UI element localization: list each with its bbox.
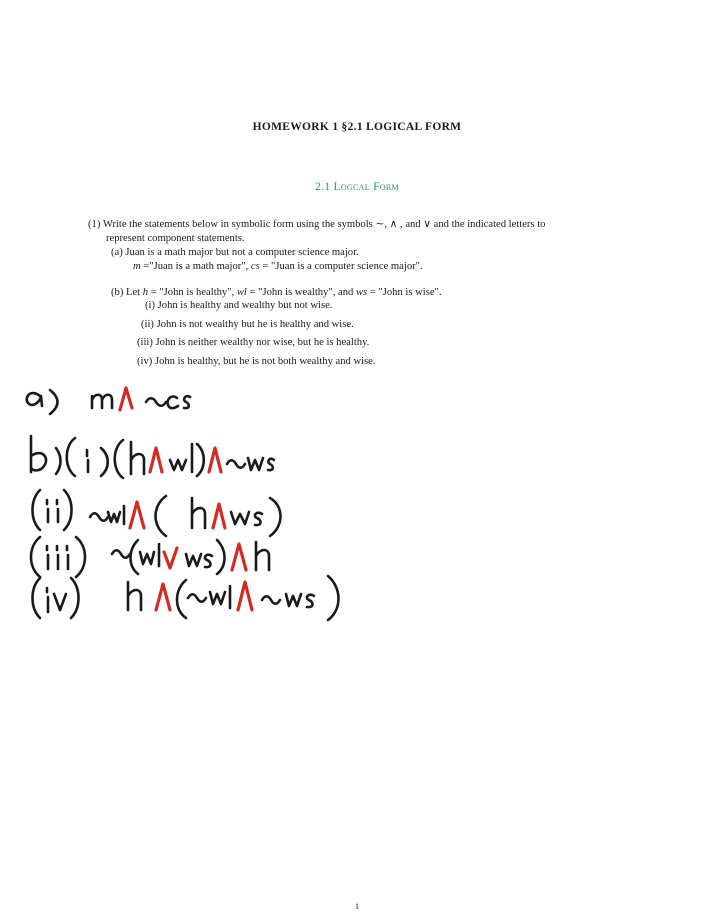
- part-b-item-i: (i) John is healthy and wealthy but not wise.: [145, 300, 333, 311]
- part-b-item-ii: (ii) John is not wealthy but he is healthy and wise.: [141, 319, 354, 330]
- handwritten-answers: [0, 372, 714, 622]
- part-b-lead: (b) Let: [111, 287, 143, 298]
- part-b-item-iii: (iii) John is neither wealthy nor wise, but he is healthy.: [137, 337, 370, 348]
- problem-intro-line1: [88, 218, 545, 232]
- var-wl-definition: = "John is wealthy", and: [246, 287, 356, 298]
- var-m-definition: ="Juan is a math major",: [140, 261, 251, 272]
- handwritten-answer-b-i: [31, 436, 274, 478]
- var-ws: ws: [355, 287, 368, 298]
- part-a-statement: (a) Juan is a math major but not a computer science major.: [111, 247, 359, 258]
- handwritten-answer-a: [27, 388, 190, 414]
- page-number: 1: [355, 902, 359, 911]
- var-h: h: [142, 287, 149, 298]
- handwritten-answer-b-iv: [33, 576, 339, 620]
- var-wl: wl: [236, 287, 247, 298]
- page-title: HOMEWORK 1 §2.1 LOGICAL FORM: [252, 121, 462, 133]
- problem-number: (1): [88, 219, 101, 230]
- problem-intro-text: Write the statements below in symbolic form using the symbols ∼, ∧ , and ∨ and the indicated letters to: [102, 219, 546, 230]
- problem-intro-line2: represent component statements.: [106, 233, 245, 244]
- var-m: m: [133, 261, 141, 272]
- part-b-item-iv: (iv) John is healthy, but he is not both wealthy and wise.: [137, 356, 376, 367]
- handwritten-answer-b-iii: [31, 537, 269, 577]
- var-cs-definition: = "Juan is a computer science major".: [259, 261, 423, 272]
- part-a-definitions: [133, 260, 423, 274]
- handwritten-answer-b-ii: [33, 490, 281, 536]
- var-cs: cs: [250, 261, 260, 272]
- var-h-definition: = "John is healthy",: [148, 287, 237, 298]
- part-b-definitions: [111, 286, 442, 300]
- var-ws-definition: = "John is wise".: [367, 287, 442, 298]
- section-heading: 2.1 Logcal Form: [315, 181, 399, 193]
